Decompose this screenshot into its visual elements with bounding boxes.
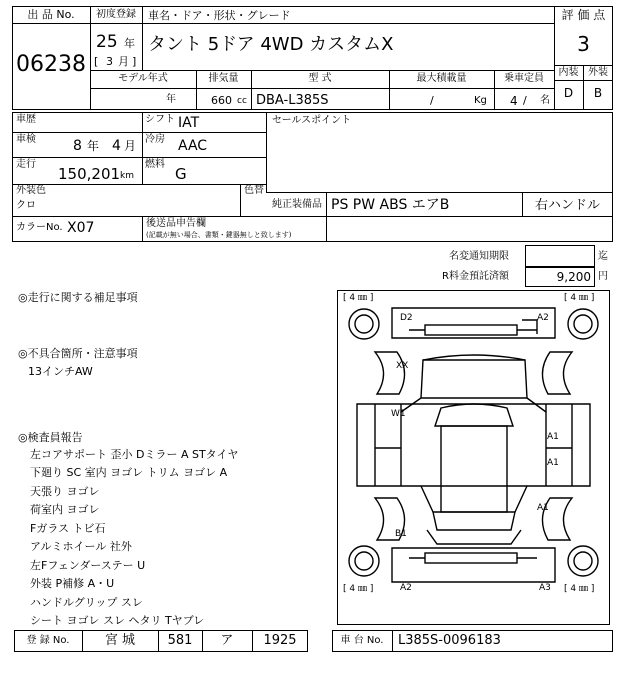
displacement-value: 660 bbox=[211, 94, 232, 107]
max-load-label: 最大積載量 bbox=[416, 73, 467, 84]
recycle-fee-unit: 円 bbox=[598, 271, 608, 282]
inspector-line: 天張り ヨゴレ bbox=[30, 485, 100, 498]
inspector-line: 下廻り SC 室内 ヨゴレ トリム ヨゴレ A bbox=[30, 466, 228, 479]
tire-tread-front-right: [ 4 ㎜ ] bbox=[564, 293, 595, 303]
mileage-unit: km bbox=[120, 171, 134, 181]
inspector-report-title: ◎検査員報告 bbox=[18, 431, 83, 444]
interior-grade-label: 内装 bbox=[558, 67, 579, 78]
after-report-note: (記載が無い場合、書類・鍵器無しと致します) bbox=[146, 231, 292, 239]
name-change-box bbox=[525, 245, 595, 267]
grade-label: 評 価 点 bbox=[561, 8, 606, 22]
fuel-label: 燃料 bbox=[145, 159, 165, 170]
capacity-label: 乗車定員 bbox=[504, 73, 544, 84]
car-name-label: 車名・ドア・形状・グレード bbox=[148, 9, 291, 22]
exterior-color-value: クロ bbox=[16, 200, 36, 211]
shift-value: IAT bbox=[178, 115, 200, 131]
inspector-line: Fガラス トビ石 bbox=[30, 522, 106, 535]
color-number-label: カラーNo. bbox=[16, 222, 63, 233]
registration-number: 1925 bbox=[263, 633, 297, 648]
damage-mark-left-fender: XX bbox=[396, 361, 409, 371]
recycle-fee-value: 9,200 bbox=[556, 270, 591, 284]
inspection-label: 車検 bbox=[16, 134, 36, 145]
damage-mark-rear-bumper-right: A3 bbox=[539, 583, 551, 593]
registration-kana: ア bbox=[220, 633, 234, 648]
first-registration-year-unit: 年 bbox=[124, 37, 135, 50]
damage-mark-front-bumper-right: A2 bbox=[537, 313, 549, 323]
damage-mark-left-rear: B1 bbox=[395, 529, 407, 539]
model-code: DBA-L385S bbox=[256, 93, 329, 108]
exterior-color-label: 外装色 bbox=[16, 185, 46, 196]
max-load-slash: / bbox=[430, 94, 434, 107]
first-registration-label: 初度登録 bbox=[96, 9, 136, 20]
damage-mark-right-rear: A1 bbox=[537, 503, 549, 513]
damage-mark-front-bumper-left: D2 bbox=[400, 313, 413, 323]
name-change-label: 名変通知期限 bbox=[449, 251, 509, 262]
max-load-unit: Kg bbox=[474, 95, 487, 106]
after-report-label: 後送品申告欄 bbox=[146, 218, 206, 229]
displacement-unit: cc bbox=[237, 96, 247, 106]
mileage-value: 150,201 bbox=[58, 165, 121, 183]
inspector-line: 左Fフェンダーステー U bbox=[30, 559, 146, 572]
first-registration-month-open: [ bbox=[94, 55, 99, 68]
defects-title: ◎不具合箇所・注意事項 bbox=[18, 347, 138, 360]
ac-label: 冷房 bbox=[145, 134, 165, 145]
first-registration-year: 25 bbox=[96, 32, 118, 52]
inspection-month-unit: 月 bbox=[124, 139, 137, 153]
standard-equipment-value: PS PW ABS エアB bbox=[331, 197, 450, 213]
registration-label: 登 録 No. bbox=[26, 635, 70, 646]
registration-class: 581 bbox=[167, 633, 193, 648]
inspection-year: 8 bbox=[73, 138, 82, 154]
model-code-label: 型 式 bbox=[308, 73, 332, 84]
recycle-fee-label: R料金預託済額 bbox=[442, 271, 509, 282]
tire-tread-front-left: [ 4 ㎜ ] bbox=[343, 293, 374, 303]
standard-equipment-label: 純正装備品 bbox=[272, 199, 322, 210]
selling-points-label: セールスポイント bbox=[272, 115, 352, 126]
chassis-label: 車 台 No. bbox=[340, 635, 384, 646]
exterior-grade-label: 外装 bbox=[588, 67, 608, 78]
inspector-line: シート ヨゴレ スレ ヘタリ Tヤブレ bbox=[30, 614, 205, 627]
inspector-line: 荷室内 ヨゴレ bbox=[30, 503, 100, 516]
interior-grade: D bbox=[563, 86, 574, 100]
model-year-unit: 年 bbox=[166, 94, 176, 105]
chassis-number: L385S-0096183 bbox=[398, 633, 501, 648]
capacity-slash: / bbox=[523, 94, 527, 107]
damage-mark-right-front-door: A1 bbox=[547, 432, 559, 442]
ac-value: AAC bbox=[178, 138, 208, 154]
displacement-label: 排気量 bbox=[208, 73, 239, 84]
first-registration-month-unit: 月 bbox=[118, 55, 129, 68]
exterior-grade: B bbox=[593, 86, 603, 100]
overall-grade: 3 bbox=[577, 32, 590, 56]
fuel-value: G bbox=[175, 165, 187, 183]
capacity-value: 4 bbox=[510, 94, 518, 108]
car-outline bbox=[337, 290, 610, 625]
driving-notes-title: ◎走行に関する補足事項 bbox=[18, 291, 138, 304]
first-registration-month: 3 bbox=[106, 55, 113, 68]
history-label: 車歴 bbox=[16, 114, 36, 125]
mileage-label: 走行 bbox=[16, 159, 36, 170]
name-change-unit: 迄 bbox=[598, 251, 608, 262]
lot-label: 出 品 No. bbox=[27, 8, 75, 21]
defects-line: 13インチAW bbox=[28, 365, 93, 378]
capacity-unit: 名 bbox=[540, 95, 550, 106]
shift-label: シフト bbox=[145, 114, 175, 125]
lot-number: 06238 bbox=[16, 52, 86, 77]
car-name: タント 5ドア 4WD カスタムX bbox=[148, 34, 394, 55]
inspector-line: 外装 P補修 A・U bbox=[30, 577, 115, 590]
inspection-month: 4 bbox=[112, 138, 121, 154]
inspector-line: アルミホイール 社外 bbox=[30, 540, 132, 553]
tire-tread-rear-left: [ 4 ㎜ ] bbox=[343, 584, 374, 594]
inspector-line: 左コアサポート 歪小 Dミラー A STタイヤ bbox=[30, 448, 239, 461]
damage-mark-left-front-door: W1 bbox=[391, 409, 406, 419]
color-number-value: X07 bbox=[67, 220, 95, 236]
registration-area: 宮 城 bbox=[104, 633, 136, 648]
damage-mark-rear-bumper-left: A2 bbox=[400, 583, 412, 593]
model-year-label: モデル年式 bbox=[118, 73, 168, 84]
tire-tread-rear-right: [ 4 ㎜ ] bbox=[564, 584, 595, 594]
inspection-year-unit: 年 bbox=[87, 139, 100, 153]
first-registration-month-close: ] bbox=[132, 55, 137, 68]
color-change-label: 色替 bbox=[244, 185, 264, 196]
steering-value: 右ハンドル bbox=[534, 198, 600, 213]
damage-mark-right-rear-door: A1 bbox=[547, 458, 559, 468]
inspector-line: ハンドルグリップ スレ bbox=[30, 596, 143, 609]
